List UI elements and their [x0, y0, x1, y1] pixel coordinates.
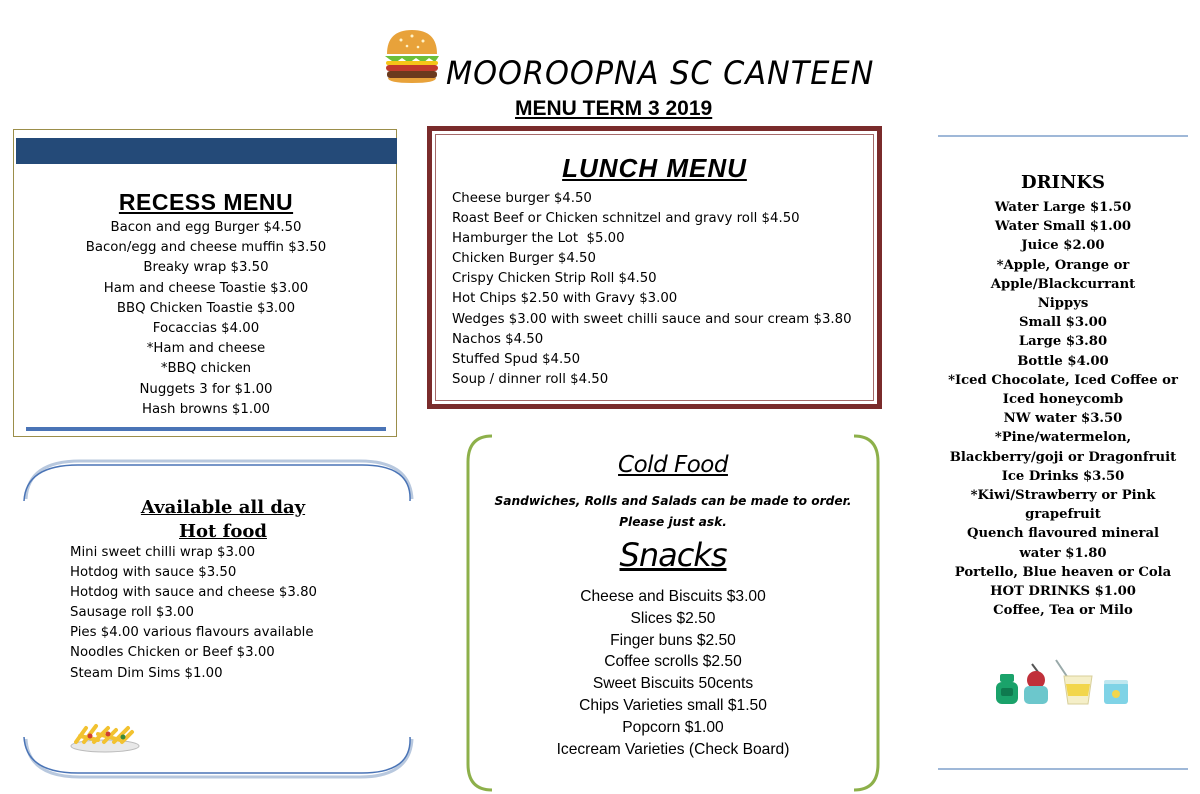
list-item: Hash browns $1.00 — [141, 401, 270, 417]
list-item: Chicken Burger $4.50 — [452, 251, 596, 267]
list-item: *Iced Chocolate, Iced Coffee or — [948, 372, 1178, 388]
allday-title-line2: Hot food — [179, 521, 267, 542]
list-item: Blackberry/goji or Dragonfruit — [949, 449, 1177, 465]
list-item: Soup / dinner roll $4.50 — [452, 371, 609, 387]
list-item: *BBQ chicken — [160, 361, 252, 377]
drinks-icon — [994, 656, 1134, 708]
list-item: NW water $3.50 — [1003, 411, 1123, 427]
list-item: Ham and cheese Toastie $3.00 — [103, 280, 309, 296]
list-item: Breaky wrap $3.50 — [143, 260, 269, 276]
allday-list — [70, 543, 317, 684]
list-item: Noodles Chicken or Beef $3.00 — [70, 645, 275, 661]
page-subtitle: MENU TERM 3 2019 — [515, 97, 713, 120]
list-item: *Apple, Orange or — [996, 257, 1130, 273]
list-item: Juice $2.00 — [1021, 238, 1105, 254]
list-item: Crispy Chicken Strip Roll $4.50 — [452, 271, 657, 287]
list-item: Cheese burger $4.50 — [452, 191, 592, 206]
recess-menu-panel — [13, 129, 397, 437]
list-item: Quench flavoured mineral — [966, 526, 1160, 542]
list-item: Small $3.00 — [1019, 315, 1107, 331]
recess-menu-list — [14, 218, 398, 420]
cold-food-note-line2: Please just ask. — [619, 515, 727, 529]
list-item: Bacon and egg Burger $4.50 — [110, 220, 302, 235]
drinks-title: DRINKS — [1020, 172, 1106, 193]
list-item: *Pine/watermelon, — [994, 430, 1132, 446]
list-item: Sweet Biscuits 50cents — [592, 675, 754, 693]
list-item: Sausage roll $3.00 — [70, 605, 194, 621]
drinks-list — [938, 198, 1188, 620]
list-item: *Kiwi/Strawberry or Pink — [970, 488, 1156, 504]
list-item: Water Large $1.50 — [994, 200, 1132, 215]
list-item: Mini sweet chilli wrap $3.00 — [70, 545, 256, 560]
list-item: HOT DRINKS $1.00 — [990, 584, 1136, 600]
list-item: *Ham and cheese — [146, 341, 266, 357]
page-title: MOOROOPNA SC CANTEEN — [446, 54, 875, 92]
cold-food-title: Cold Food — [618, 452, 728, 478]
list-item: Bottle $4.00 — [1017, 353, 1109, 369]
list-item: Chips Varieties small $1.50 — [579, 696, 767, 714]
list-item: Finger buns $2.50 — [610, 631, 736, 649]
list-item: Hot Chips $2.50 with Gravy $3.00 — [452, 291, 678, 307]
list-item: grapefruit — [1025, 507, 1101, 523]
list-item: Apple/Blackcurrant — [990, 276, 1136, 292]
list-item: Iced honeycomb — [1002, 392, 1124, 408]
list-item: Hamburger the Lot $5.00 — [452, 231, 625, 247]
recess-header-bar — [16, 138, 397, 164]
list-item: Nuggets 3 for $1.00 — [139, 381, 273, 397]
list-item: Wedges $3.00 with sweet chilli sauce and sour cream $3.80 — [452, 311, 852, 327]
list-item: Popcorn $1.00 — [622, 718, 724, 736]
burger-icon — [383, 28, 441, 84]
list-item: Water Small $1.00 — [994, 219, 1132, 235]
list-item: Bacon/egg and cheese muffin $3.50 — [85, 240, 327, 256]
cold-food-note — [462, 491, 884, 533]
list-item: Nachos $4.50 — [452, 331, 544, 347]
list-item: Steam Dim Sims $1.00 — [70, 665, 223, 681]
list-item: Large $3.80 — [1018, 334, 1108, 350]
allday-title-line1: Available all day — [140, 497, 306, 518]
lunch-menu-title: LUNCH MENU — [562, 153, 747, 183]
list-item: Hotdog with sauce and cheese $3.80 — [70, 585, 317, 601]
fries-icon — [68, 720, 142, 754]
list-item: BBQ Chicken Toastie $3.00 — [116, 300, 296, 316]
list-item: Roast Beef or Chicken schnitzel and gravy roll $4.50 — [452, 211, 800, 227]
list-item: Icecream Varieties (Check Board) — [556, 740, 790, 758]
list-item: Portello, Blue heaven or Cola — [954, 564, 1172, 580]
snacks-list — [462, 586, 884, 760]
list-item: Focaccias $4.00 — [152, 321, 260, 337]
cold-food-note-line1: Sandwiches, Rolls and Salads can be made to order. — [494, 494, 852, 508]
recess-bottom-rule — [26, 427, 386, 431]
drinks-bottom-rule — [938, 768, 1188, 770]
list-item: water $1.80 — [1019, 545, 1107, 561]
list-item: Ice Drinks $3.50 — [1001, 468, 1125, 484]
list-item: Hotdog with sauce $3.50 — [70, 565, 237, 581]
recess-menu-title: RECESS MENU — [118, 189, 294, 215]
list-item: Cheese and Biscuits $3.00 — [580, 588, 766, 605]
snacks-title: Snacks — [619, 536, 727, 574]
list-item: Stuffed Spud $4.50 — [452, 351, 581, 367]
list-item: Nippys — [1037, 296, 1089, 312]
allday-title — [20, 496, 426, 544]
list-item: Pies $4.00 various flavours available — [70, 625, 314, 641]
lunch-menu-list — [452, 189, 852, 390]
list-item: Slices $2.50 — [630, 609, 716, 627]
list-item: Coffee scrolls $2.50 — [604, 653, 742, 671]
lunch-menu-panel — [427, 126, 882, 409]
drinks-top-rule — [938, 135, 1188, 137]
list-item: Coffee, Tea or Milo — [993, 603, 1133, 619]
